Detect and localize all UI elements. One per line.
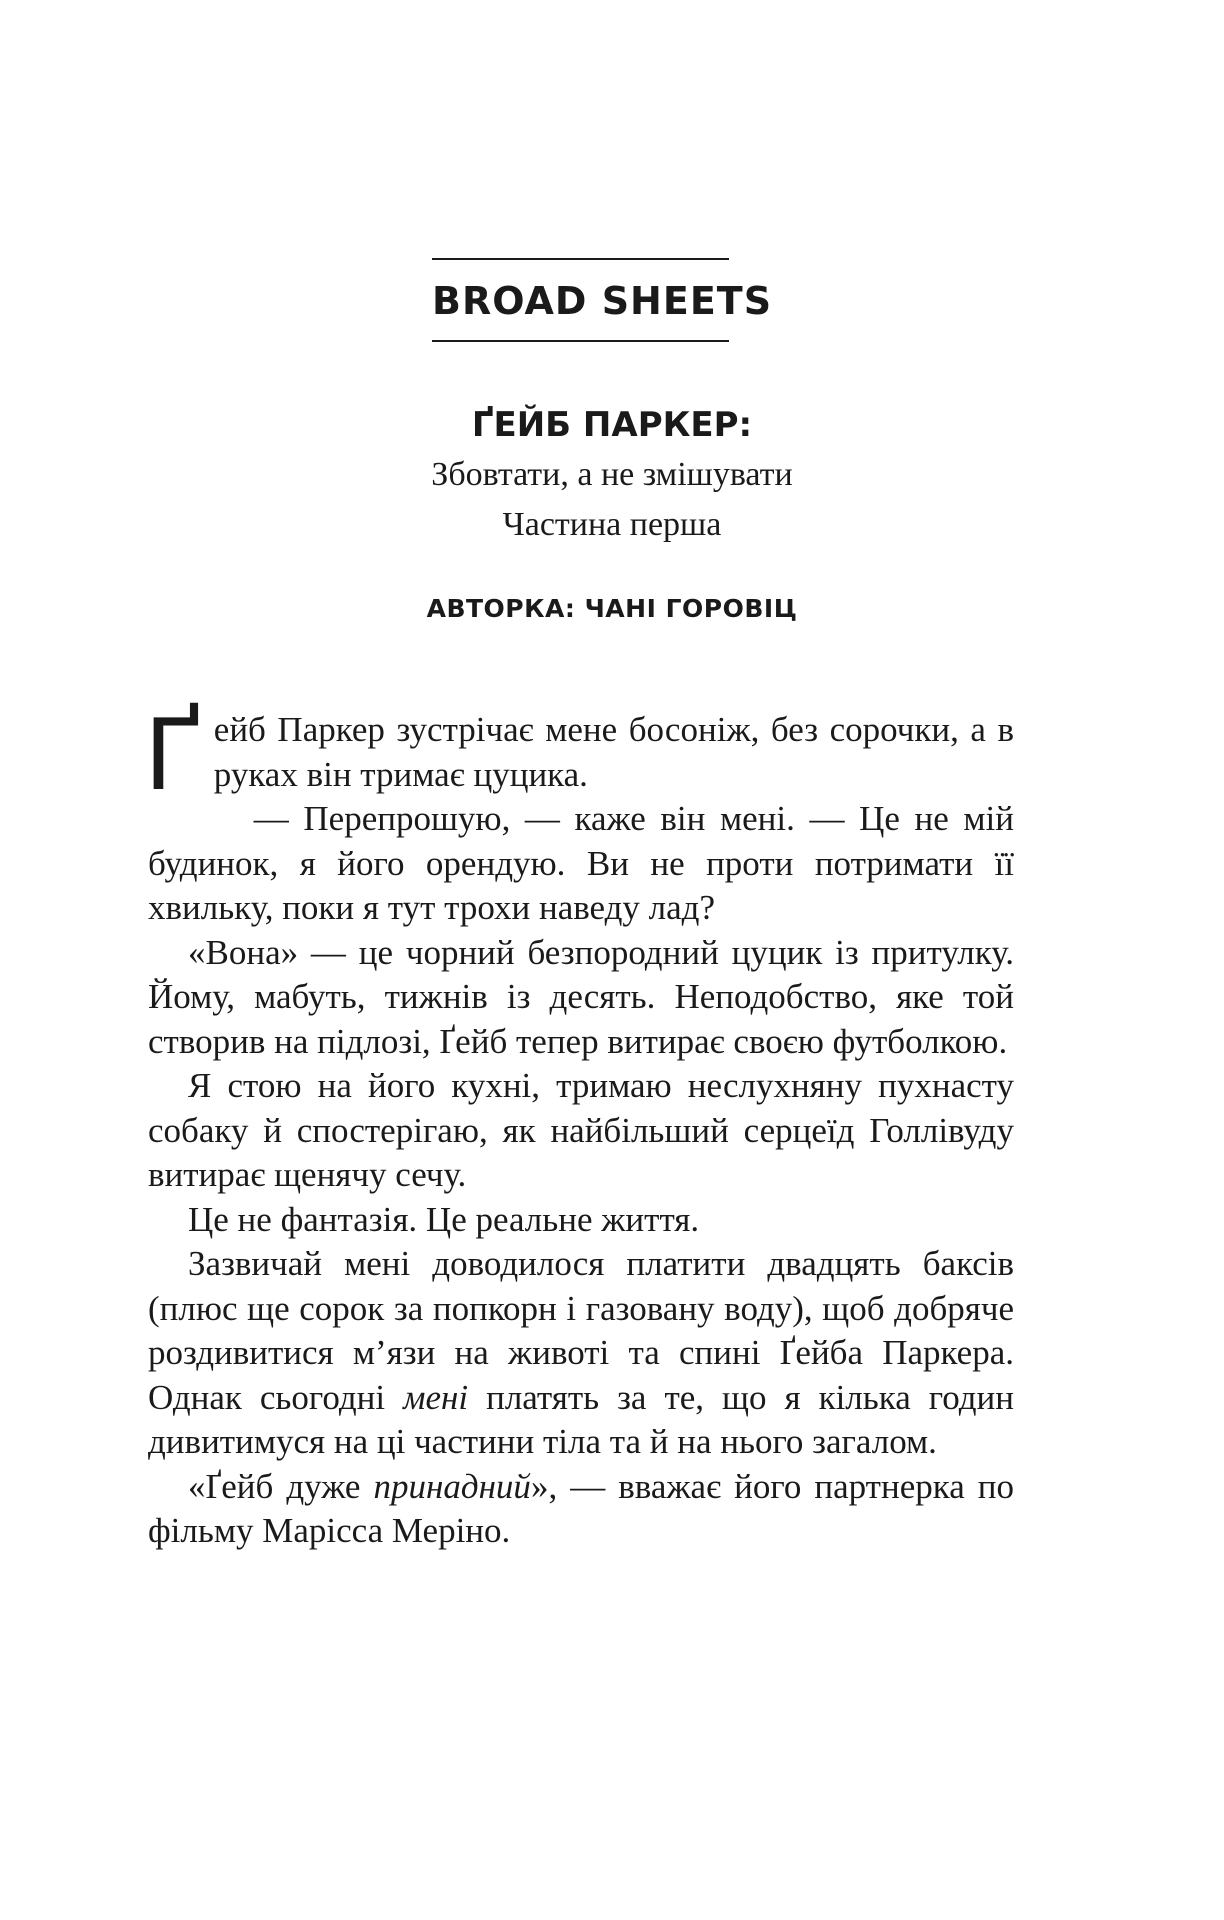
masthead-bottom-rule xyxy=(432,340,729,342)
paragraph-1-text: ейб Паркер зустрічає мене босоніж, без сорочки, а в руках він тримає цуцика. xyxy=(213,710,1014,794)
paragraph-7-text-a: «Ґейб дуже xyxy=(188,1466,374,1506)
paragraph-3: «Вона» — це чорний безпородний цуцик із притулку. Йому, мабуть, тижнів із десять. Неподобство, яке той створив на підлозі, Ґейб тепер витирає своєю футболкою. xyxy=(148,932,1014,1061)
article-headline: ҐЕЙБ ПАРКЕР: xyxy=(471,405,753,445)
paragraph-1 xyxy=(144,699,1014,813)
paragraph-6 xyxy=(148,1242,1014,1465)
paragraph-6-text-a: Зазвичай мені доводилося платити двадцять баксів (плюс ще сорок за попкорн і газовану воду), щоб добряче роздивитися м’язи на животі та спині Ґейба Паркера. Однак сьогодні xyxy=(148,1244,1014,1417)
article-byline: АВТОРКА: ЧАНІ ГОРОВІЦ xyxy=(426,594,798,623)
paragraph-5: Це не фантазія. Це реальне життя. xyxy=(188,1199,700,1239)
paragraph-2: — Перепрошую, — каже він мені. — Це не мій будинок, я його орендую. Ви не проти потримати її хвильку, поки я тут трохи наведу лад? xyxy=(148,799,1014,927)
masthead-title: BROAD SHEETS xyxy=(432,279,773,323)
paragraph-6-emphasis: мені xyxy=(403,1377,469,1417)
paragraph-6-text-b: платять за те, що я кілька годин дивитимуся на ці частини тіла та й на нього загалом. xyxy=(148,1377,1014,1461)
masthead xyxy=(432,258,773,342)
paragraph-7-text-b: », — вважає його партнерка по фільму Марісса Меріно. xyxy=(148,1466,1015,1550)
article-body xyxy=(144,699,1015,1554)
drop-cap: Ґ xyxy=(144,699,204,813)
article-subtitle: Збовтати, а не змішувати xyxy=(431,456,793,493)
paragraph-7-emphasis: принадний xyxy=(373,1466,531,1506)
paragraph-7 xyxy=(148,1465,1014,1554)
article-part: Частина перша xyxy=(502,506,722,543)
article-heading xyxy=(0,400,1224,550)
paragraph-4: Я стою на його кухні, тримаю неслухняну пухнасту собаку й спостерігаю, як найбільший серцеїд Голлівуду витирає щенячу сечу. xyxy=(148,1066,1014,1194)
